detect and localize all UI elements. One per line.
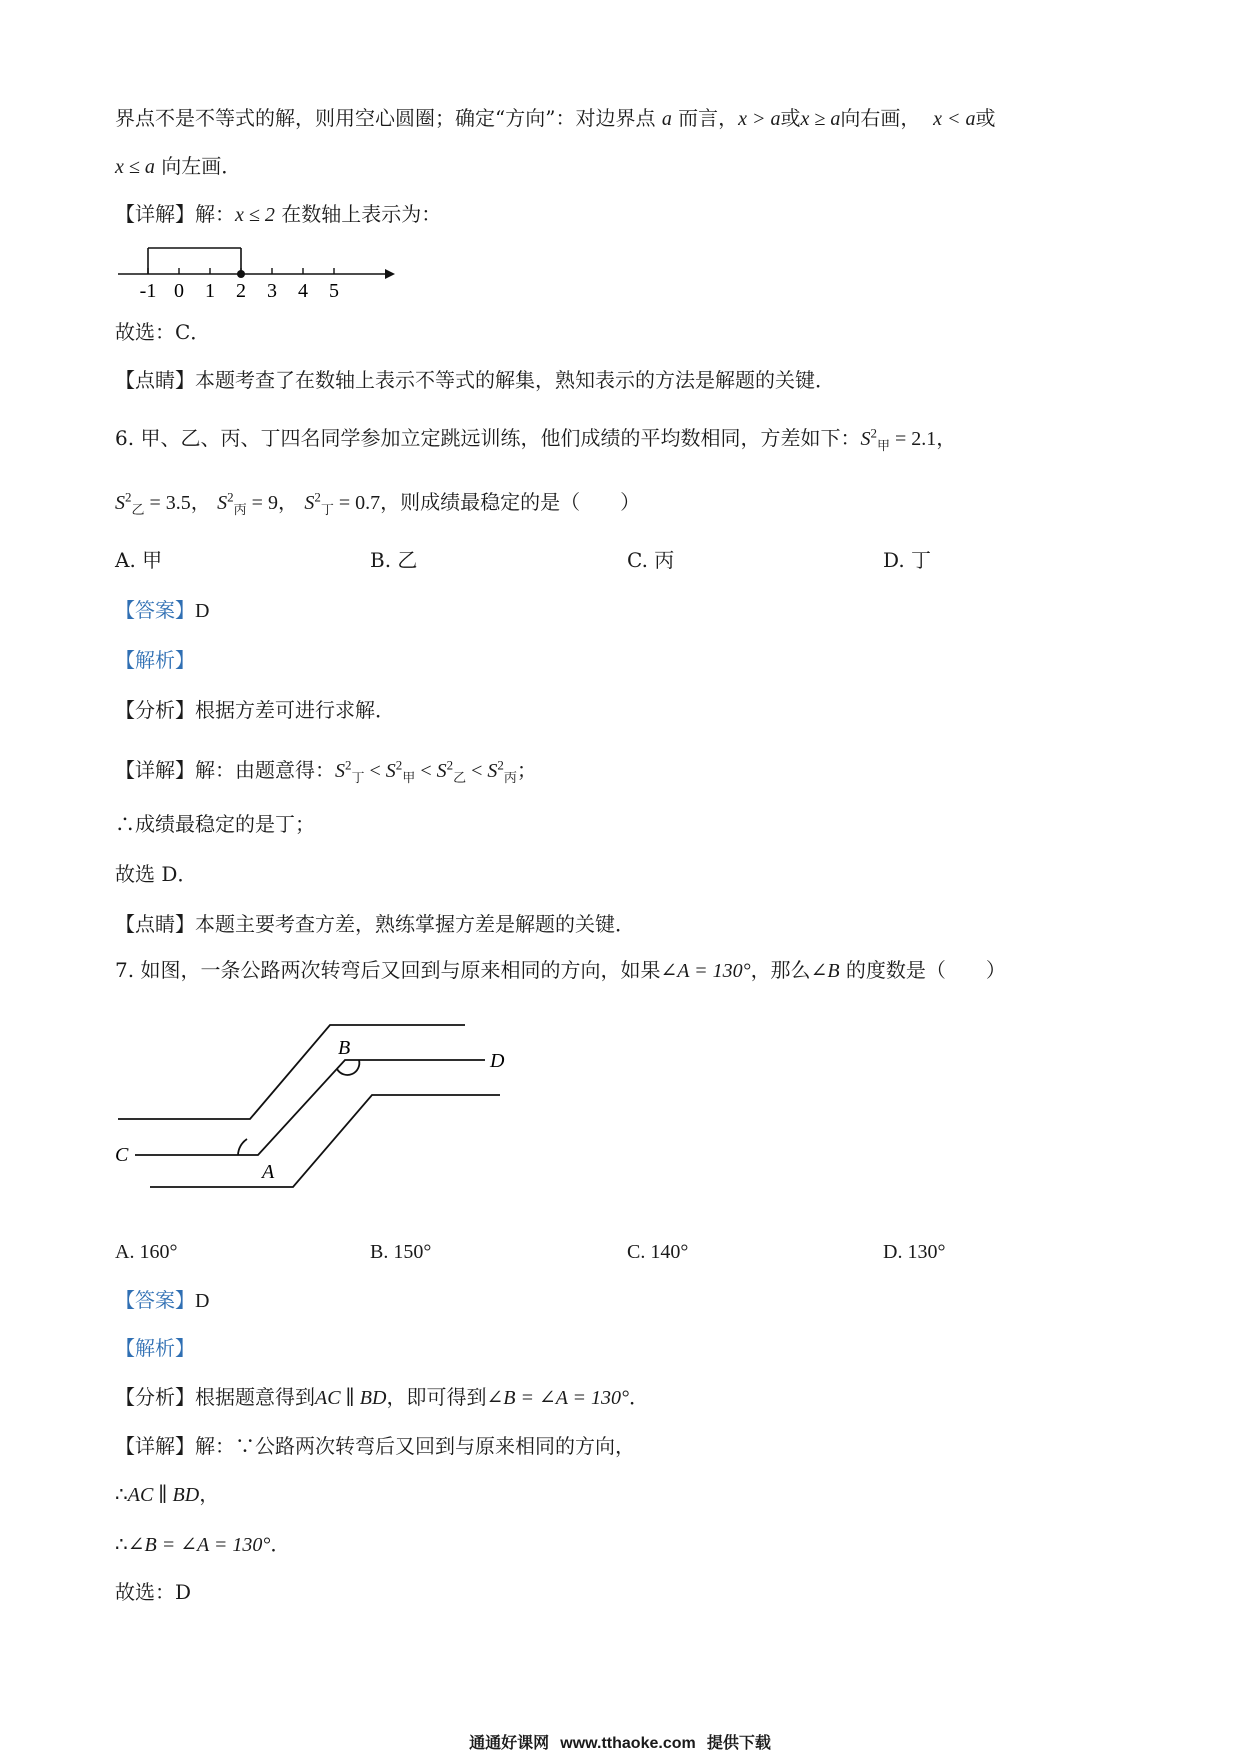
text-segment: 故选：C． xyxy=(115,320,211,344)
math-expr: ∠B = ∠A = 130° xyxy=(486,1387,630,1409)
math-value: = 9， xyxy=(246,492,298,514)
subscript: 乙 xyxy=(131,503,145,518)
text-line xyxy=(115,318,210,346)
text-segment: 在数轴上表示为： xyxy=(281,202,442,226)
q7-choose xyxy=(115,1578,191,1606)
math-value: = 0.7 xyxy=(333,492,381,514)
math-expr: x ≤ 2 xyxy=(235,204,275,226)
q7-option-d: D. 130° xyxy=(883,1241,946,1263)
math-var: S xyxy=(385,760,396,782)
math-expr: ∠B xyxy=(810,960,840,982)
q6-choose xyxy=(115,860,197,888)
q6-option-c: C. 丙 xyxy=(627,548,675,572)
text-segment: 故选 D． xyxy=(115,862,198,886)
q6-analysis-label xyxy=(115,646,195,674)
text-line xyxy=(115,200,441,229)
math-expr: ∠A = 130° xyxy=(660,960,751,982)
footer-tail: 提供下载 xyxy=(706,1733,771,1752)
answer-label: 【答案】 xyxy=(115,598,195,622)
analysis-label: 【解析】 xyxy=(115,648,195,672)
subscript: 丙 xyxy=(233,503,247,518)
q6-dianjing xyxy=(115,910,635,938)
text-segment: 7. 如图，一条公路两次转弯后又回到与原来相同的方向，如果 xyxy=(115,958,661,982)
text-line xyxy=(115,366,835,394)
road-figure xyxy=(110,1010,530,1200)
number-line-tick-label: 0 xyxy=(174,280,184,302)
text-segment: 【分析】根据题意得到 xyxy=(115,1385,315,1409)
math-op: < xyxy=(364,760,386,782)
answer-label: 【答案】 xyxy=(115,1288,195,1312)
text-segment: ，则成绩最稳定的是（ ） xyxy=(380,490,641,514)
label-b: B xyxy=(338,1037,351,1059)
math-var: S xyxy=(217,492,228,514)
number-line-tick-label: 5 xyxy=(329,280,339,302)
math-expr: x < a xyxy=(933,108,976,130)
math-expr: x ≤ a xyxy=(115,156,155,178)
q6-option-b: B. 乙 xyxy=(370,548,418,572)
superscript: 2 xyxy=(497,757,504,773)
number-line-figure xyxy=(110,240,400,302)
text-segment: ． xyxy=(629,1385,650,1409)
text-segment: ； xyxy=(516,758,537,782)
text-segment: 或 xyxy=(780,106,801,130)
q7-analysis-label xyxy=(115,1334,195,1362)
text-segment: ， xyxy=(199,1482,220,1506)
math-var: S xyxy=(304,492,315,514)
q6-fenxi xyxy=(115,696,395,724)
text-segment: 或 xyxy=(975,106,996,130)
text-segment: 界点不是不等式的解，则用空心圆圈；确定“方向”：对边界点 xyxy=(115,106,662,130)
q6-xiangjie xyxy=(115,756,537,785)
answer-value: D xyxy=(195,1290,210,1312)
q7-fenxi xyxy=(115,1383,649,1412)
q7-xiangjie xyxy=(115,1432,635,1460)
text-segment: 的度数是（ ） xyxy=(845,958,1006,982)
analysis-label: 【解析】 xyxy=(115,1336,195,1360)
math-op: < xyxy=(466,760,488,782)
math-var: S xyxy=(115,492,125,514)
math-value: = 3.5， xyxy=(144,492,211,514)
superscript: 2 xyxy=(446,757,454,773)
math-var: S xyxy=(487,760,498,782)
math-expr: x > a xyxy=(738,108,781,130)
superscript: 2 xyxy=(345,757,352,773)
number-line-tick-label: 1 xyxy=(205,280,215,302)
section-label: 【详解】解： xyxy=(115,202,235,226)
text-segment: 向左画． xyxy=(161,154,242,178)
math-var: a xyxy=(661,108,672,130)
math-op: < xyxy=(415,760,437,782)
q7-therefore-1 xyxy=(115,1480,219,1509)
text-segment: 而言， xyxy=(671,106,739,130)
therefore-symbol: ∴ xyxy=(115,1532,128,1556)
text-segment: 【分析】根据方差可进行求解． xyxy=(115,698,395,722)
footer-site: 通通好课网 xyxy=(469,1733,550,1752)
q7-therefore-2 xyxy=(115,1530,290,1559)
q7-option-c: C. 140° xyxy=(627,1241,689,1263)
text-segment: 【详解】解：∵公路两次转弯后又回到与原来相同的方向， xyxy=(115,1434,635,1458)
text-segment: ． xyxy=(270,1532,291,1556)
number-line-tick-label: 4 xyxy=(298,280,308,302)
q6-option-d: D. 丁 xyxy=(883,548,932,572)
question-6-stem xyxy=(115,424,956,453)
label-a: A xyxy=(262,1161,275,1183)
math-expr: ∠B = ∠A = 130° xyxy=(127,1534,271,1556)
text-segment: 向右画， xyxy=(840,106,921,130)
label-c: C xyxy=(115,1144,129,1166)
text-segment: 6. 甲、乙、丙、丁四名同学参加立定跳远训练，他们成绩的平均数相同，方差如下： xyxy=(115,426,861,450)
q6-option-a: A. 甲 xyxy=(115,548,163,572)
section-label: 【详解】解：由题意得： xyxy=(115,758,335,782)
q7-answer xyxy=(115,1286,209,1315)
superscript: 2 xyxy=(125,489,132,505)
math-var: S xyxy=(436,760,447,782)
math-expr: AC ∥ BD xyxy=(127,1484,200,1506)
subscript: 丁 xyxy=(351,771,365,786)
text-segment: ∴成绩最稳定的是丁； xyxy=(115,812,315,836)
question-6-stem-2 xyxy=(115,488,640,517)
text-segment: ，那么 xyxy=(750,958,811,982)
math-expr: x ≥ a xyxy=(800,108,841,130)
math-var: S xyxy=(860,428,871,450)
q7-option-a: A. 160° xyxy=(115,1241,178,1263)
superscript: 2 xyxy=(227,489,234,505)
number-line-tick-label: -1 xyxy=(139,280,157,302)
text-segment: 故选：D xyxy=(115,1580,192,1604)
q6-therefore xyxy=(115,810,315,838)
subscript: 丁 xyxy=(320,503,334,518)
q7-option-b: B. 150° xyxy=(370,1241,432,1263)
number-line-tick-label: 2 xyxy=(236,280,246,302)
label-d: D xyxy=(490,1050,505,1072)
subscript: 乙 xyxy=(453,771,467,786)
subscript: 丙 xyxy=(503,771,517,786)
subscript: 甲 xyxy=(402,771,416,786)
page-footer xyxy=(0,1730,1240,1753)
subscript: 甲 xyxy=(876,439,890,454)
question-7-stem xyxy=(115,956,1006,985)
text-line xyxy=(115,104,996,133)
footer-url[interactable]: www.tthaoke.com xyxy=(560,1735,696,1752)
answer-value: D xyxy=(195,600,210,622)
math-value: = 2.1， xyxy=(889,428,957,450)
number-line-tick-label: 3 xyxy=(267,280,277,302)
text-segment: 【点睛】本题主要考查方差，熟练掌握方差是解题的关键． xyxy=(115,912,635,936)
text-segment: 【点睛】本题考查了在数轴上表示不等式的解集，熟知表示的方法是解题的关键． xyxy=(115,368,835,392)
superscript: 2 xyxy=(314,489,321,505)
math-var: S xyxy=(335,760,345,782)
q6-answer xyxy=(115,596,209,625)
text-line xyxy=(115,152,241,181)
therefore-symbol: ∴ xyxy=(115,1482,128,1506)
superscript: 2 xyxy=(395,757,403,773)
superscript: 2 xyxy=(870,425,877,441)
math-expr: AC ∥ BD xyxy=(315,1387,387,1409)
text-segment: ，即可得到 xyxy=(386,1385,487,1409)
